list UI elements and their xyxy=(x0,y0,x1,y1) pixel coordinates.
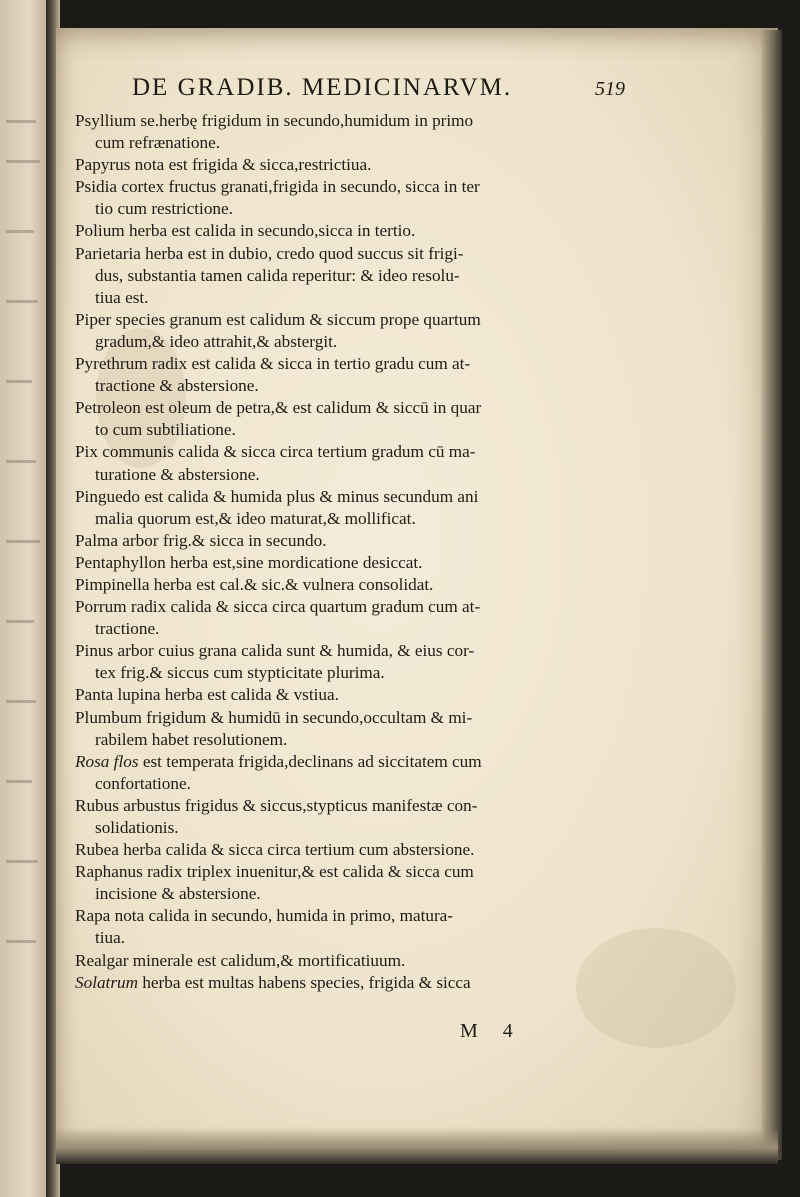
entry-line-continued: tex frig.& siccus cum stypticitate plurima. xyxy=(95,663,385,683)
entry-first-line xyxy=(75,574,635,596)
entry-line-continued: dus, substantia tamen calida reperitur: & ideo resolu- xyxy=(95,265,460,285)
entry-line-continued: rabilem habet resolutionem. xyxy=(95,729,288,749)
entry xyxy=(75,441,635,485)
entry xyxy=(75,861,635,905)
entry xyxy=(75,905,635,949)
entry-line-continued: tio cum restrictione. xyxy=(95,199,233,219)
entry-first-line xyxy=(75,530,635,552)
page-number: 519 xyxy=(595,78,625,100)
entry-first-line xyxy=(75,905,635,927)
entry-line: Pinus arbor cuius grana calida sunt & humida, & eius cor- xyxy=(75,641,475,661)
entry-first-line xyxy=(75,861,635,883)
entry-line: herba est multas habens species, frigida & sicca xyxy=(138,972,471,992)
entry-first-line xyxy=(75,486,635,508)
entry xyxy=(75,110,635,154)
page-edge-bottom xyxy=(56,1128,778,1164)
entry-line: Psidia cortex fructus granati,frigida in secundo, sicca in ter xyxy=(75,177,480,197)
entry-first-line xyxy=(75,220,635,242)
entry-line: Pyrethrum radix est calida & sicca in tertio gradu cum at- xyxy=(75,354,471,374)
entry-line: Petroleon est oleum de petra,& est calidum & siccū in quar xyxy=(75,398,482,418)
entry-line-continued: solidationis. xyxy=(95,818,179,837)
entry-first-line xyxy=(75,950,635,972)
entry xyxy=(75,972,635,994)
entry-first-line xyxy=(75,110,635,132)
entry-line-continued: cum refrænatione. xyxy=(95,133,221,153)
entry-lemma: Solatrum xyxy=(75,972,139,992)
entry-first-line xyxy=(75,795,635,817)
entry-line: Porrum radix calida & sicca circa quartum gradum cum at- xyxy=(75,597,481,617)
entry-line-continued: turatione & abstersione. xyxy=(95,464,260,484)
entry-line-continued: to cum subtiliatione. xyxy=(95,420,236,440)
entry xyxy=(75,530,635,552)
page-edge-right xyxy=(760,30,782,1160)
entry-first-line xyxy=(75,972,635,994)
entry-first-line xyxy=(75,397,635,419)
entry-lemma: Rosa flos xyxy=(75,751,139,771)
running-title: DE GRADIB. MEDICINARVM. xyxy=(132,74,513,101)
entry xyxy=(75,309,635,353)
entry-line-continued: malia quorum est,& ideo maturat,& mollificat. xyxy=(95,508,416,528)
entry-line: Plumbum frigidum & humidū in secundo,occultam & mi- xyxy=(75,707,473,727)
entry-line: Panta lupina herba est calida & vstiua. xyxy=(75,685,339,705)
entry-line: Polium herba est calida in secundo,sicca in tertio. xyxy=(75,221,416,241)
entry xyxy=(75,154,635,176)
entry xyxy=(75,751,635,795)
entry xyxy=(75,574,635,596)
entry xyxy=(75,243,635,309)
entry xyxy=(75,397,635,441)
entry-line-continued: incisione & abstersione. xyxy=(95,884,261,904)
entry-list xyxy=(75,110,635,994)
entry xyxy=(75,950,635,972)
entry-line: Pinguedo est calida & humida plus & minus secundum ani xyxy=(75,486,479,506)
entry-first-line xyxy=(75,243,635,265)
entry-first-line xyxy=(75,176,635,198)
entry-line: Palma arbor frig.& sicca in secundo. xyxy=(75,530,327,550)
entry-line: Psyllium se.herbę frigidum in secundo,humidum in primo xyxy=(75,111,474,130)
entry xyxy=(75,552,635,574)
entry xyxy=(75,707,635,751)
entry-first-line xyxy=(75,640,635,662)
entry-first-line xyxy=(75,751,635,773)
entry-line-continued: tiua. xyxy=(95,928,126,948)
entry-first-line xyxy=(75,596,635,618)
entry-line: Rubea herba calida & sicca circa tertium cum abstersione. xyxy=(75,840,475,860)
entry-first-line xyxy=(75,707,635,729)
entry-first-line xyxy=(75,839,635,861)
entry-line: Raphanus radix triplex inuenitur,& est calida & sicca cum xyxy=(75,862,474,882)
entry-first-line xyxy=(75,441,635,463)
entry-line: Rubus arbustus frigidus & siccus,stypticus manifestæ con- xyxy=(75,795,478,815)
entry xyxy=(75,839,635,861)
entry-line-continued: tractione & abstersione. xyxy=(95,376,259,396)
entry-line-continued: tractione. xyxy=(95,619,160,639)
entry-line: Papyrus nota est frigida & sicca,restrictiua. xyxy=(75,155,372,175)
entry-first-line xyxy=(75,684,635,706)
entry xyxy=(75,176,635,220)
entry-first-line xyxy=(75,154,635,176)
entry-line-continued: tiua est. xyxy=(95,287,149,307)
entry-line-continued: gradum,& ideo attrahit,& abstergit. xyxy=(95,331,338,351)
entry xyxy=(75,220,635,242)
entry xyxy=(75,684,635,706)
entry-line: Parietaria herba est in dubio, credo quod succus sit frigi- xyxy=(75,243,464,263)
entry xyxy=(75,486,635,530)
entry-first-line xyxy=(75,552,635,574)
entry-first-line xyxy=(75,353,635,375)
entry xyxy=(75,795,635,839)
entry xyxy=(75,596,635,640)
signature-mark: M 4 xyxy=(460,1020,523,1042)
entry-line: est temperata frigida,declinans ad siccitatem cum xyxy=(138,751,482,771)
entry-first-line xyxy=(75,309,635,331)
entry-line: Pentaphyllon herba est,sine mordicatione desiccat. xyxy=(75,552,423,572)
facing-page-edge xyxy=(0,0,50,1197)
entry-line: Pimpinella herba est cal.& sic.& vulnera consolidat. xyxy=(75,574,434,594)
entry-line: Pix communis calida & sicca circa tertium gradum cū ma- xyxy=(75,442,476,462)
entry-line: Rapa nota calida in secundo, humida in primo, matura- xyxy=(75,906,454,926)
entry-line: Piper species granum est calidum & siccum prope quartum xyxy=(75,309,481,329)
entry-line-continued: confortatione. xyxy=(95,773,191,793)
entry xyxy=(75,353,635,397)
entry xyxy=(75,640,635,684)
entry-line: Realgar minerale est calidum,& mortificatiuum. xyxy=(75,950,406,970)
